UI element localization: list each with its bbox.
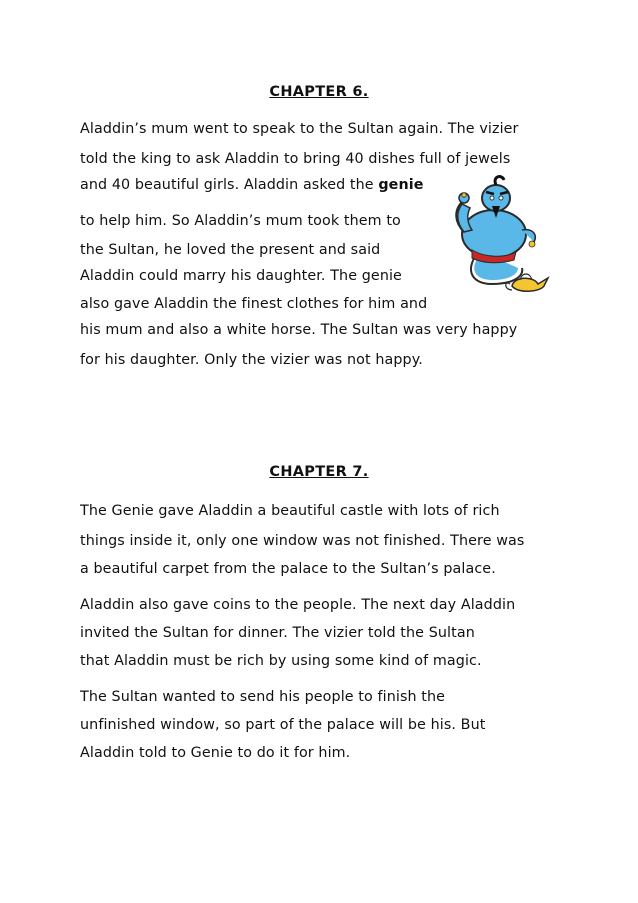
chapter-6-line-4: to help him. So Aladdin’s mum took them to xyxy=(80,213,401,229)
genie-lamp-icon xyxy=(452,172,552,300)
chapter-7-line-4: Aladdin also gave coins to the people. The next day Aladdin xyxy=(80,597,516,613)
chapter-7-heading: CHAPTER 7. xyxy=(269,464,369,480)
chapter-6-heading: CHAPTER 6. xyxy=(269,84,369,100)
chapter-7-line-6: that Aladdin must be rich by using some kind of magic. xyxy=(80,653,482,669)
chapter-7-line-5: invited the Sultan for dinner. The vizier told the Sultan xyxy=(80,625,475,641)
chapter-6-line-9: for his daughter. Only the vizier was not happy. xyxy=(80,352,423,368)
chapter-6-line-1: Aladdin’s mum went to speak to the Sultan again. The vizier xyxy=(80,121,519,137)
chapter-6-line-3-text: and 40 beautiful girls. Aladdin asked the xyxy=(80,177,379,193)
chapter-7-line-7: The Sultan wanted to send his people to finish the xyxy=(80,689,446,705)
chapter-7-line-8: unfinished window, so part of the palace will be his. But xyxy=(80,717,486,733)
chapter-6-line-3 xyxy=(80,177,424,193)
chapter-7-line-9: Aladdin told to Genie to do it for him. xyxy=(80,745,351,761)
genie-bold-word: genie xyxy=(378,177,424,193)
chapter-6-line-5: the Sultan, he loved the present and said xyxy=(80,242,381,258)
chapter-6-line-2: told the king to ask Aladdin to bring 40 dishes full of jewels xyxy=(80,151,511,167)
chapter-7-line-2: things inside it, only one window was not finished. There was xyxy=(80,533,525,549)
chapter-6-line-7: also gave Aladdin the finest clothes for him and xyxy=(80,296,428,312)
chapter-7-line-1: The Genie gave Aladdin a beautiful castle with lots of rich xyxy=(80,503,500,519)
chapter-7-line-3: a beautiful carpet from the palace to the Sultan’s palace. xyxy=(80,561,496,577)
chapter-6-line-8: his mum and also a white horse. The Sultan was very happy xyxy=(80,322,518,338)
chapter-6-line-6: Aladdin could marry his daughter. The genie xyxy=(80,268,402,284)
